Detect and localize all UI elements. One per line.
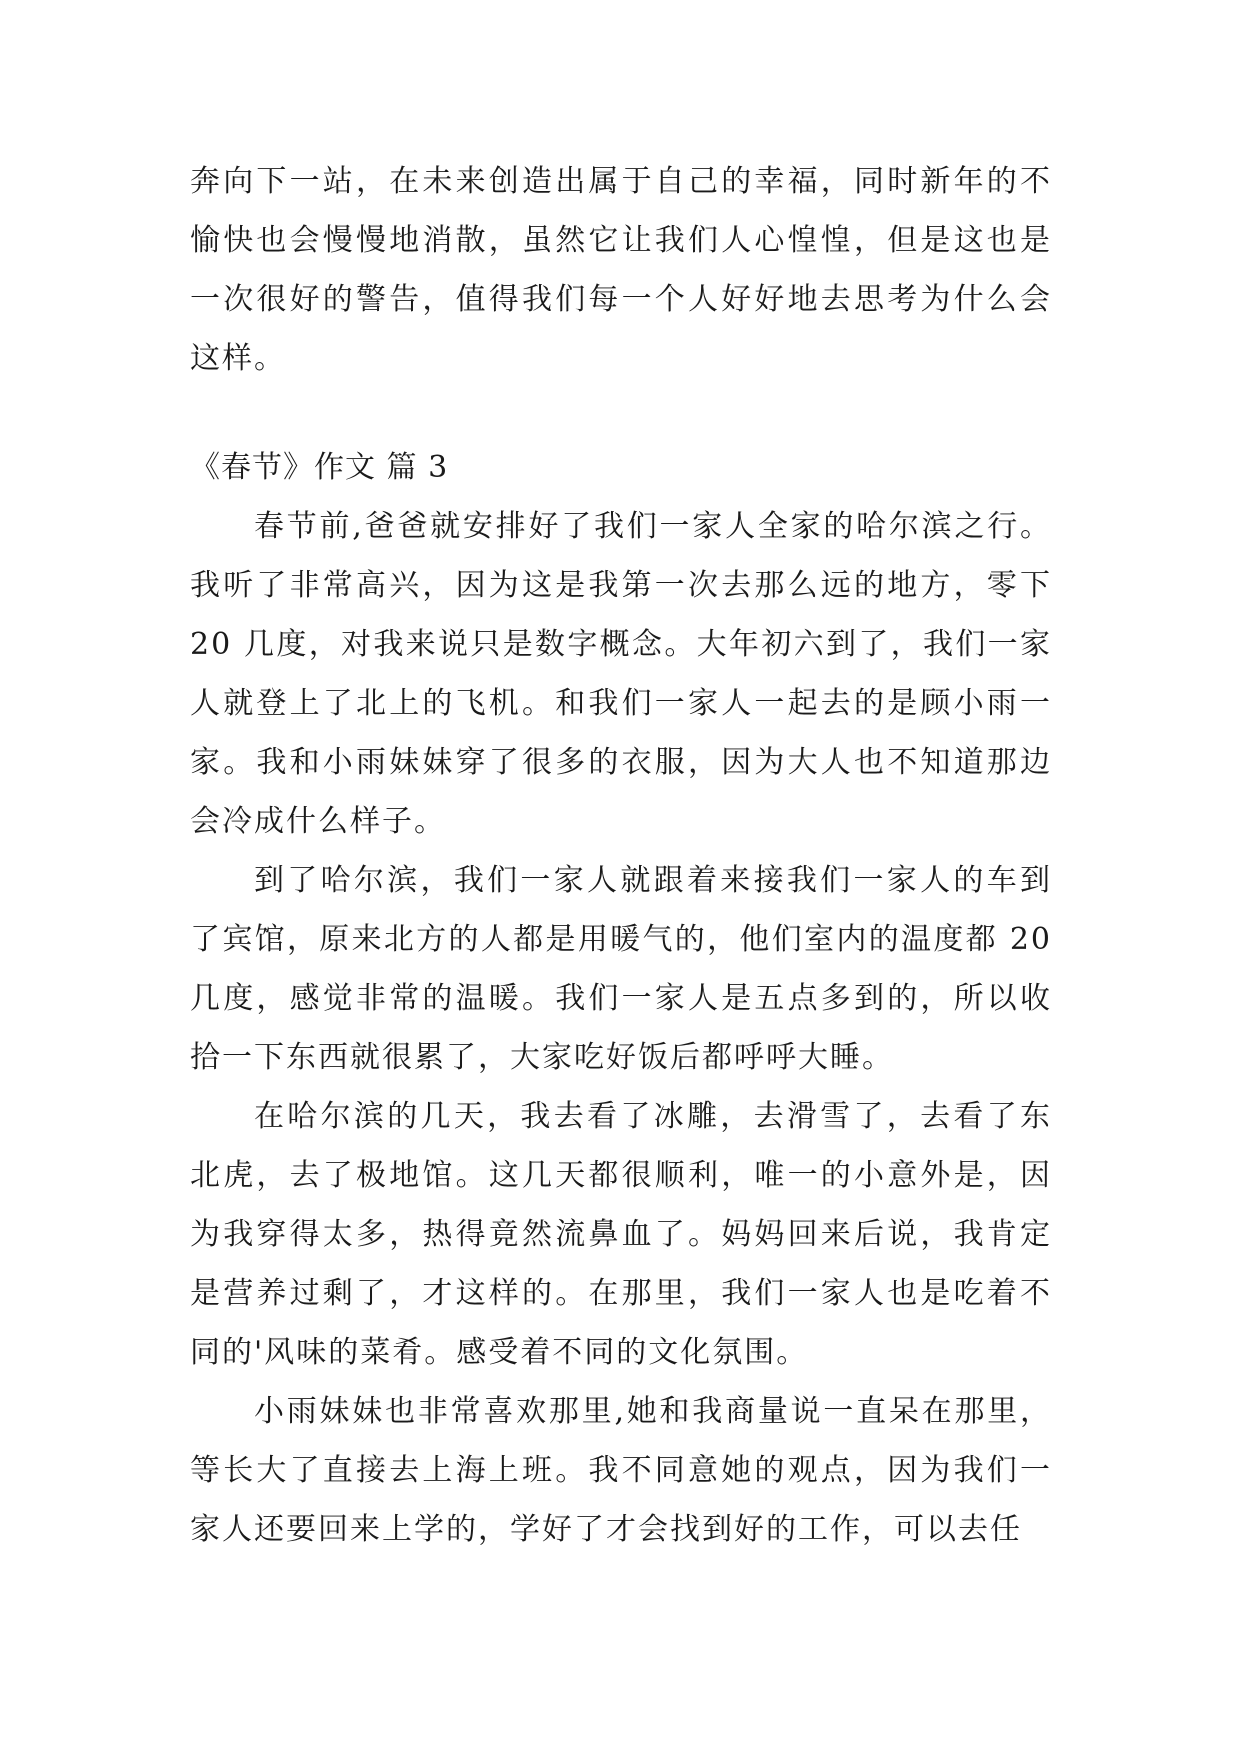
body-paragraph-3: 在哈尔滨的几天，我去看了冰雕，去滑雪了，去看了东北虎，去了极地馆。这几天都很顺利，唯一的小意外是，因为我穿得太多，热得竟然流鼻血了。妈妈回来后说，我肯定是营养过剩了，才这样的。在那里，我们一家人也是吃着不同的'风味的菜肴。感受着不同的文化氛围。 (190, 1099, 1052, 1370)
body-paragraph-1: 春节前,爸爸就安排好了我们一家人全家的哈尔滨之行。我听了非常高兴，因为这是我第一次去那么远的地方，零下 20 几度，对我来说只是数字概念。大年初六到了，我们一家人就登上了北上的飞机。和我们一家人一起去的是顾小雨一家。我和小雨妹妹穿了很多的衣服，因为大人也不知道那边会冷成什么样子。 (190, 509, 1052, 839)
body-paragraph-2: 到了哈尔滨，我们一家人就跟着来接我们一家人的车到了宾馆，原来北方的人都是用暖气的，他们室内的温度都 20 几度，感觉非常的温暖。我们一家人是五点多到的，所以收拾一下东西就很累了，大家吃好饭后都呼呼大睡。 (190, 863, 1052, 1075)
body-paragraph-4: 小雨妹妹也非常喜欢那里,她和我商量说一直呆在那里，等长大了直接去上海上班。我不同意她的观点，因为我们一家人还要回来上学的，学好了才会找到好的工作，可以去任 (190, 1394, 1052, 1547)
intro-paragraph: 奔向下一站，在未来创造出属于自己的幸福，同时新年的不愉快也会慢慢地消散，虽然它让我们人心惶惶，但是这也是一次很好的警告，值得我们每一个人好好地去思考为什么会这样。 (190, 164, 1052, 376)
section-title: 《春节》作文 篇 3 (190, 450, 449, 485)
document-body (190, 152, 1052, 1559)
